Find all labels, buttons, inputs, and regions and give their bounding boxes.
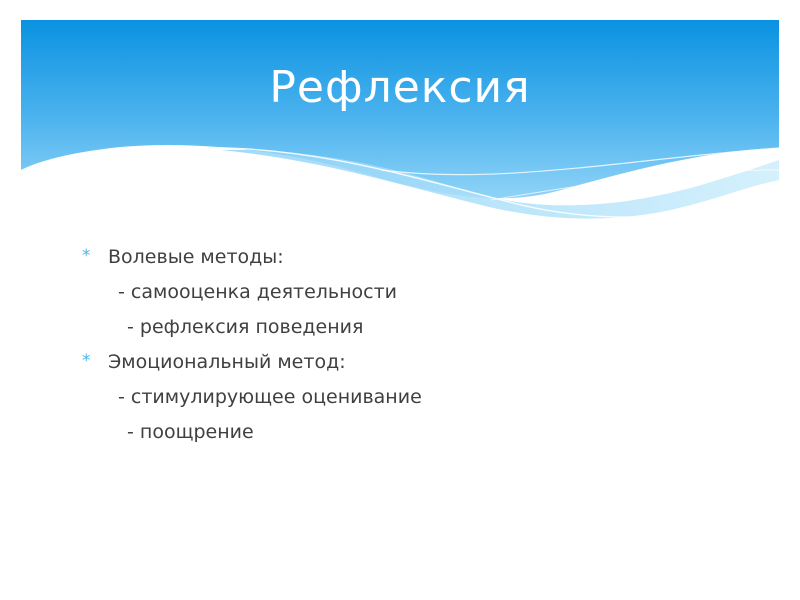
list-item: [80, 240, 760, 275]
list-item-text: - поощрение: [127, 421, 254, 443]
list-item: [80, 310, 760, 345]
list-item-text: - рефлексия поведения: [127, 316, 364, 338]
list-item: [80, 380, 760, 415]
list-item: [80, 275, 760, 310]
slide-title: Рефлексия: [269, 62, 531, 113]
list-item: [80, 345, 760, 380]
asterisk-bullet-icon: *: [82, 351, 91, 371]
bullet-list: [80, 240, 760, 450]
list-item: [80, 415, 760, 450]
list-item-text: - самооценка деятельности: [118, 281, 398, 303]
header-wave-background: [21, 20, 779, 230]
list-item-text: - стимулирующее оценивание: [118, 386, 422, 408]
wave-graphic: [21, 20, 779, 230]
list-item-text: Эмоциональный метод:: [108, 351, 346, 373]
asterisk-bullet-icon: *: [82, 246, 91, 266]
list-item-text: Волевые методы:: [108, 246, 284, 268]
